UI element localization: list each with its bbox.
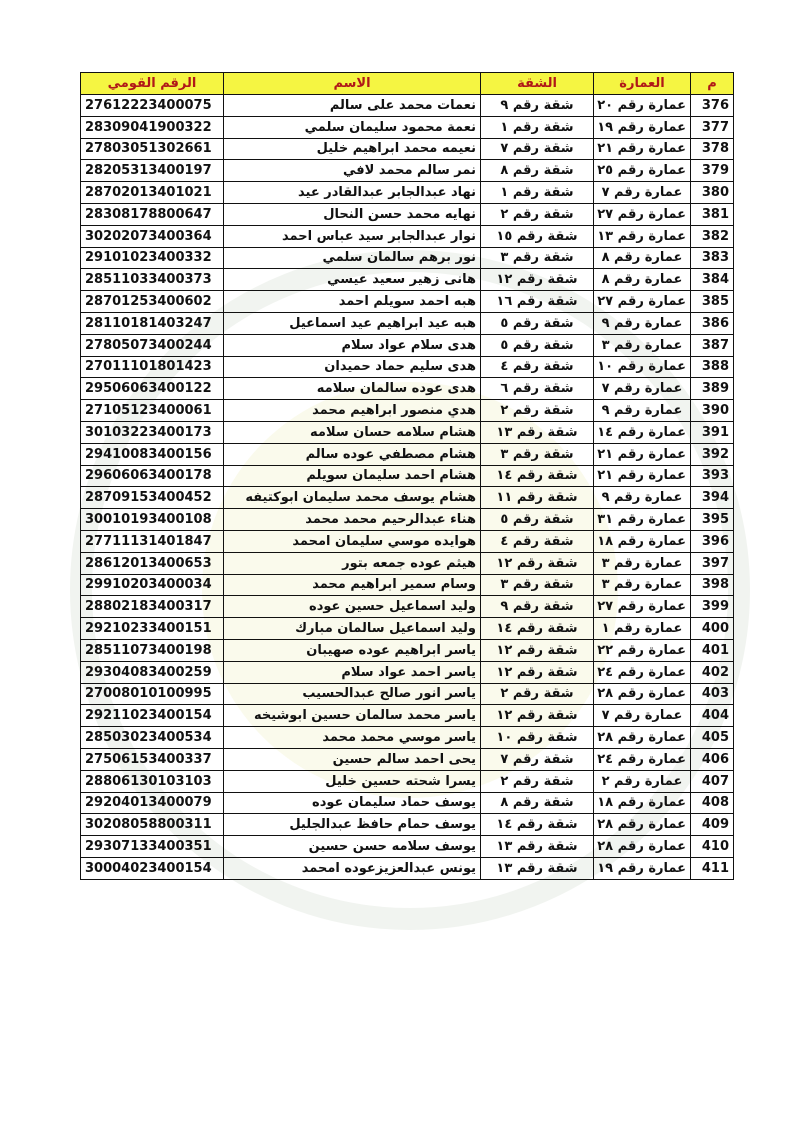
apartment-cell: شقة رقم ٤ [481,530,594,552]
header-building: العمارة [594,73,691,95]
national-id-cell: 29606063400178 [81,465,224,487]
apartment-cell: شقة رقم ٢ [481,683,594,705]
building-cell: عمارة رقم ٢٧ [594,291,691,313]
name-cell: هدى سلام عواد سلام [224,334,481,356]
table-row [81,138,734,160]
table-row [81,574,734,596]
name-cell: نهايه محمد حسن النحال [224,203,481,225]
table-row [81,857,734,879]
table-row [81,247,734,269]
apartment-cell: شقة رقم ١٤ [481,465,594,487]
building-cell: عمارة رقم ٢٨ [594,683,691,705]
building-cell: عمارة رقم ٢٨ [594,836,691,858]
table-row [81,661,734,683]
row-number: 395 [691,509,734,531]
national-id-cell: 28612013400653 [81,552,224,574]
national-id-cell: 29101023400332 [81,247,224,269]
apartment-cell: شقة رقم ١١ [481,487,594,509]
name-cell: هشام يوسف محمد سليمان ابوكتيفه [224,487,481,509]
name-cell: نهاد عبدالجابر عبدالقادر عيد [224,182,481,204]
building-cell: عمارة رقم ٢٤ [594,661,691,683]
apartment-cell: شقة رقم ١٤ [481,618,594,640]
table-row [81,269,734,291]
apartment-cell: شقة رقم ١٦ [481,291,594,313]
table-row [81,291,734,313]
building-cell: عمارة رقم ٣ [594,574,691,596]
table-row [81,95,734,117]
name-cell: نوار عبدالجابر سيد عباس احمد [224,225,481,247]
name-cell: يسرا شحته حسين خليل [224,770,481,792]
row-number: 409 [691,814,734,836]
row-number: 378 [691,138,734,160]
name-cell: نور برهم سالمان سلمي [224,247,481,269]
row-number: 397 [691,552,734,574]
table-row [81,225,734,247]
row-number: 401 [691,639,734,661]
row-number: 393 [691,465,734,487]
apartment-cell: شقة رقم ٤ [481,356,594,378]
name-cell: ياسر موسي محمد محمد [224,727,481,749]
header-num: م [691,73,734,95]
apartment-cell: شقة رقم ٧ [481,138,594,160]
building-cell: عمارة رقم ٢٨ [594,727,691,749]
table-row [81,465,734,487]
building-cell: عمارة رقم ٩ [594,312,691,334]
row-number: 391 [691,421,734,443]
row-number: 404 [691,705,734,727]
row-number: 377 [691,116,734,138]
name-cell: نعمات محمد على سالم [224,95,481,117]
national-id-cell: 28806130103103 [81,770,224,792]
building-cell: عمارة رقم ١٨ [594,530,691,552]
apartment-cell: شقة رقم ٨ [481,160,594,182]
row-number: 390 [691,400,734,422]
building-cell: عمارة رقم ١٣ [594,225,691,247]
row-number: 406 [691,748,734,770]
table-row [81,770,734,792]
table-row [81,378,734,400]
row-number: 399 [691,596,734,618]
name-cell: نمر سالم محمد لافي [224,160,481,182]
row-number: 380 [691,182,734,204]
national-id-cell: 30208058800311 [81,814,224,836]
building-cell: عمارة رقم ٨ [594,247,691,269]
building-cell: عمارة رقم ٢٢ [594,639,691,661]
name-cell: يوسف حمام حافظ عبدالجليل [224,814,481,836]
building-cell: عمارة رقم ٨ [594,269,691,291]
apartment-cell: شقة رقم ٣ [481,247,594,269]
apartment-cell: شقة رقم ٨ [481,792,594,814]
header-name: الاسم [224,73,481,95]
apartment-cell: شقة رقم ١ [481,116,594,138]
name-cell: هوايده موسي سليمان امحمد [224,530,481,552]
national-id-cell: 28511033400373 [81,269,224,291]
building-cell: عمارة رقم ٢٥ [594,160,691,182]
row-number: 410 [691,836,734,858]
table-row [81,639,734,661]
apartment-cell: شقة رقم ٥ [481,312,594,334]
row-number: 405 [691,727,734,749]
building-cell: عمارة رقم ١٩ [594,857,691,879]
table-row [81,443,734,465]
apartment-cell: شقة رقم ١٣ [481,857,594,879]
national-id-cell: 29410083400156 [81,443,224,465]
national-id-cell: 28110181403247 [81,312,224,334]
building-cell: عمارة رقم ٢١ [594,465,691,487]
building-cell: عمارة رقم ١ [594,618,691,640]
name-cell: هبه عيد ابراهيم عيد اسماعيل [224,312,481,334]
building-cell: عمارة رقم ٧ [594,705,691,727]
table-row [81,356,734,378]
table-row [81,792,734,814]
apartment-cell: شقة رقم ١ [481,182,594,204]
national-id-cell: 27011101801423 [81,356,224,378]
apartment-cell: شقة رقم ١٣ [481,836,594,858]
row-number: 394 [691,487,734,509]
apartment-cell: شقة رقم ١٢ [481,552,594,574]
apartment-cell: شقة رقم ٩ [481,596,594,618]
building-cell: عمارة رقم ٣ [594,334,691,356]
table-row [81,596,734,618]
table-row [81,705,734,727]
national-id-cell: 28308178800647 [81,203,224,225]
table-row [81,509,734,531]
building-cell: عمارة رقم ٢٠ [594,95,691,117]
row-number: 387 [691,334,734,356]
building-cell: عمارة رقم ٢٤ [594,748,691,770]
national-id-cell: 28701253400602 [81,291,224,313]
apartment-cell: شقة رقم ٣ [481,574,594,596]
table-row [81,836,734,858]
apartment-cell: شقة رقم ٢ [481,770,594,792]
table-header-row [81,73,734,95]
name-cell: يوسف سلامه حسن حسين [224,836,481,858]
national-id-cell: 29304083400259 [81,661,224,683]
national-id-cell: 29210233400151 [81,618,224,640]
national-id-cell: 27805073400244 [81,334,224,356]
row-number: 398 [691,574,734,596]
national-id-cell: 27612223400075 [81,95,224,117]
apartment-cell: شقة رقم ٢ [481,203,594,225]
name-cell: وليد اسماعيل سالمان مبارك [224,618,481,640]
table-row [81,814,734,836]
name-cell: هشام سلامه حسان سلامه [224,421,481,443]
row-number: 385 [691,291,734,313]
name-cell: وليد اسماعيل حسين عوده [224,596,481,618]
table-row [81,748,734,770]
residents-table [80,72,734,880]
table-row [81,203,734,225]
name-cell: هيثم عوده جمعه بتور [224,552,481,574]
national-id-cell: 30103223400173 [81,421,224,443]
name-cell: يحى احمد سالم حسين [224,748,481,770]
row-number: 408 [691,792,734,814]
table-row [81,530,734,552]
name-cell: هدي منصور ابراهيم محمد [224,400,481,422]
name-cell: هدى سليم حماد حميدان [224,356,481,378]
national-id-cell: 28503023400534 [81,727,224,749]
table-row [81,400,734,422]
name-cell: هشام مصطفي عوده سالم [224,443,481,465]
national-id-cell: 29307133400351 [81,836,224,858]
table-row [81,727,734,749]
national-id-cell: 29204013400079 [81,792,224,814]
national-id-cell: 29506063400122 [81,378,224,400]
name-cell: ياسر ابراهيم عوده صهيبان [224,639,481,661]
table-row [81,160,734,182]
name-cell: ياسر احمد عواد سلام [224,661,481,683]
row-number: 403 [691,683,734,705]
national-id-cell: 28802183400317 [81,596,224,618]
apartment-cell: شقة رقم ١٢ [481,639,594,661]
table-row [81,487,734,509]
national-id-cell: 29910203400034 [81,574,224,596]
name-cell: ياسر محمد سالمان حسين ابوشيخه [224,705,481,727]
name-cell: هبه احمد سويلم احمد [224,291,481,313]
row-number: 402 [691,661,734,683]
name-cell: وسام سمير ابراهيم محمد [224,574,481,596]
row-number: 407 [691,770,734,792]
row-number: 383 [691,247,734,269]
row-number: 384 [691,269,734,291]
table-row [81,421,734,443]
apartment-cell: شقة رقم ١٥ [481,225,594,247]
building-cell: عمارة رقم ٢٧ [594,596,691,618]
national-id-cell: 28511073400198 [81,639,224,661]
name-cell: يونس عبدالعزيزعوده امحمد [224,857,481,879]
national-id-cell: 30004023400154 [81,857,224,879]
building-cell: عمارة رقم ١٩ [594,116,691,138]
national-id-cell: 27506153400337 [81,748,224,770]
table-row [81,116,734,138]
row-number: 381 [691,203,734,225]
row-number: 382 [691,225,734,247]
national-id-cell: 28709153400452 [81,487,224,509]
row-number: 411 [691,857,734,879]
row-number: 392 [691,443,734,465]
row-number: 386 [691,312,734,334]
apartment-cell: شقة رقم ٦ [481,378,594,400]
row-number: 389 [691,378,734,400]
header-apartment: الشقة [481,73,594,95]
building-cell: عمارة رقم ٣ [594,552,691,574]
name-cell: هانى زهير سعيد عيسي [224,269,481,291]
national-id-cell: 27803051302661 [81,138,224,160]
name-cell: ياسر انور صالح عبدالحسيب [224,683,481,705]
row-number: 396 [691,530,734,552]
building-cell: عمارة رقم ٧ [594,378,691,400]
apartment-cell: شقة رقم ١٢ [481,661,594,683]
building-cell: عمارة رقم ٢٨ [594,814,691,836]
table-row [81,182,734,204]
table-row [81,683,734,705]
apartment-cell: شقة رقم ١٢ [481,269,594,291]
national-id-cell: 27008010100995 [81,683,224,705]
name-cell: يوسف حماد سليمان عوده [224,792,481,814]
table-row [81,334,734,356]
apartment-cell: شقة رقم ٣ [481,443,594,465]
table-row [81,552,734,574]
table-row [81,618,734,640]
national-id-cell: 30202073400364 [81,225,224,247]
name-cell: هشام احمد سليمان سويلم [224,465,481,487]
national-id-cell: 27105123400061 [81,400,224,422]
header-national-id: الرقم القومي [81,73,224,95]
building-cell: عمارة رقم ١٠ [594,356,691,378]
name-cell: هناء عبدالرحيم محمد محمد [224,509,481,531]
building-cell: عمارة رقم ٩ [594,400,691,422]
building-cell: عمارة رقم ٧ [594,182,691,204]
national-id-cell: 28205313400197 [81,160,224,182]
building-cell: عمارة رقم ٢ [594,770,691,792]
building-cell: عمارة رقم ١٤ [594,421,691,443]
apartment-cell: شقة رقم ١٣ [481,421,594,443]
apartment-cell: شقة رقم ١٠ [481,727,594,749]
row-number: 400 [691,618,734,640]
building-cell: عمارة رقم ١٨ [594,792,691,814]
apartment-cell: شقة رقم ٢ [481,400,594,422]
name-cell: هدى عوده سالمان سلامه [224,378,481,400]
national-id-cell: 28309041900322 [81,116,224,138]
name-cell: نعيمه محمد ابراهيم خليل [224,138,481,160]
building-cell: عمارة رقم ٣١ [594,509,691,531]
apartment-cell: شقة رقم ٩ [481,95,594,117]
national-id-cell: 27711131401847 [81,530,224,552]
apartment-cell: شقة رقم ٥ [481,509,594,531]
name-cell: نعمة محمود سليمان سلمي [224,116,481,138]
table-row [81,312,734,334]
row-number: 388 [691,356,734,378]
building-cell: عمارة رقم ٢١ [594,138,691,160]
national-id-cell: 29211023400154 [81,705,224,727]
apartment-cell: شقة رقم ٧ [481,748,594,770]
row-number: 376 [691,95,734,117]
building-cell: عمارة رقم ٩ [594,487,691,509]
national-id-cell: 30010193400108 [81,509,224,531]
apartment-cell: شقة رقم ٥ [481,334,594,356]
building-cell: عمارة رقم ٢١ [594,443,691,465]
national-id-cell: 28702013401021 [81,182,224,204]
apartment-cell: شقة رقم ١٤ [481,814,594,836]
row-number: 379 [691,160,734,182]
building-cell: عمارة رقم ٢٧ [594,203,691,225]
apartment-cell: شقة رقم ١٢ [481,705,594,727]
